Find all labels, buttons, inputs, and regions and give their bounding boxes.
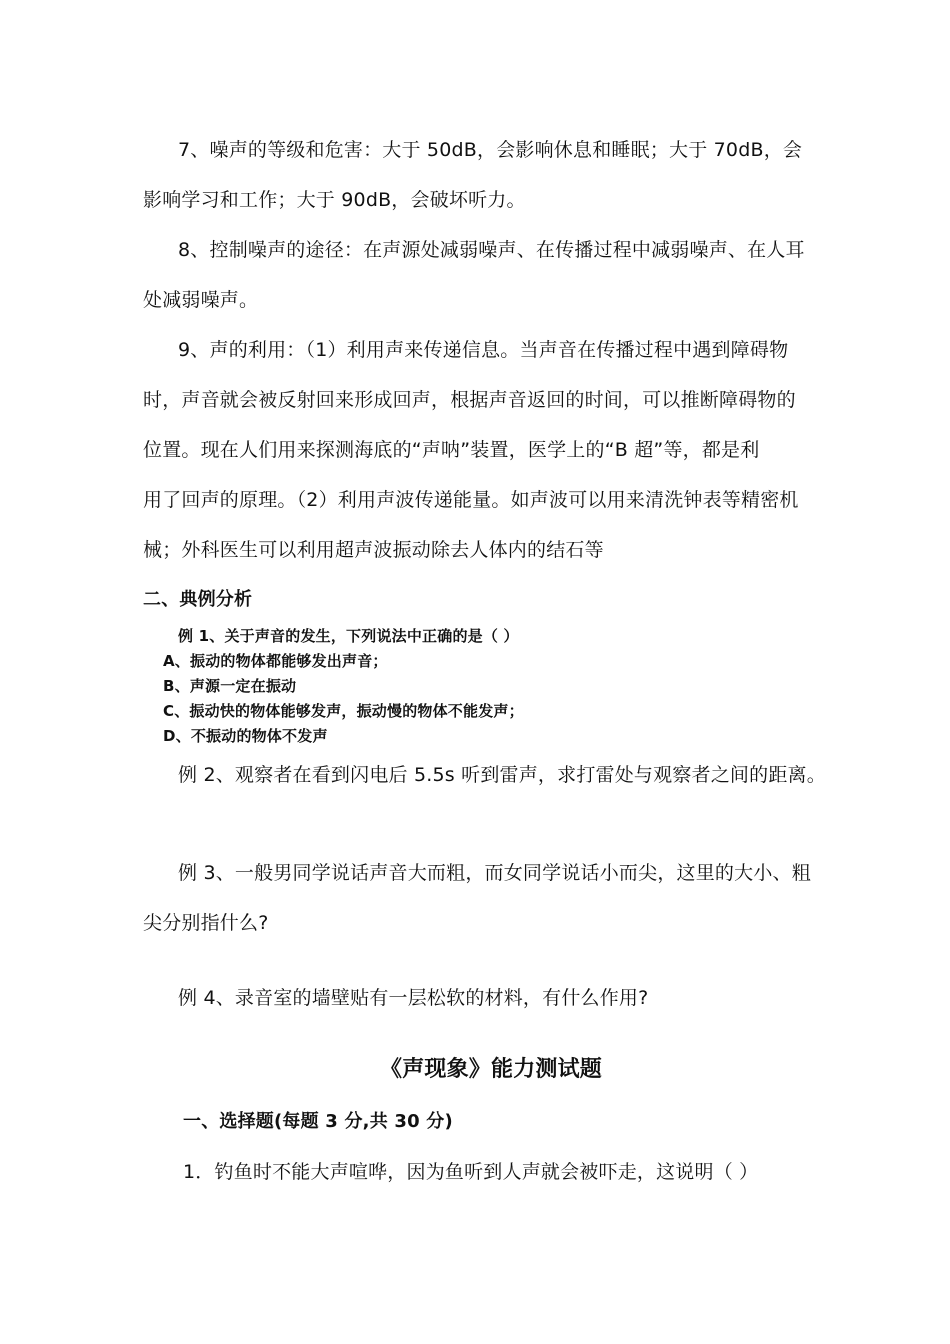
- paragraph-9-line-3: 位置。现在人们用来探测海底的“声呐”装置，医学上的“B 超”等，都是利: [143, 439, 760, 461]
- example-3-line-2: 尖分别指什么?: [143, 912, 269, 934]
- example-4: 例 4、录音室的墙壁贴有一层松软的材料，有什么作用?: [178, 987, 649, 1009]
- question-1: 1．钓鱼时不能大声喧哗，因为鱼听到人声就会被吓走，这说明（ ）: [183, 1161, 759, 1183]
- paragraph-9-line-4: 用了回声的原理。（2）利用声波传递能量。如声波可以用来清洗钟表等精密机: [143, 489, 799, 511]
- section-heading-examples: 二、典例分析: [143, 589, 253, 610]
- example-1-question: 例 1、关于声音的发生，下列说法中正确的是（ ）: [178, 627, 519, 645]
- example-1-option-c: C、振动快的物体能够发声，振动慢的物体不能发声；: [163, 702, 524, 720]
- example-2: 例 2、观察者在看到闪电后 5.5s 听到雷声，求打雷处与观察者之间的距离。: [178, 764, 826, 786]
- paragraph-7-line-1: 7、噪声的等级和危害：大于 50dB，会影响休息和睡眠；大于 70dB，会: [178, 139, 803, 161]
- example-1-option-d: D、不振动的物体不发声: [163, 727, 328, 745]
- paragraph-8-line-2: 处减弱噪声。: [143, 289, 259, 311]
- paragraph-8-line-1: 8、控制噪声的途径：在声源处减弱噪声、在传播过程中减弱噪声、在人耳: [178, 239, 805, 261]
- example-1-option-b: B、声源一定在振动: [163, 677, 297, 695]
- test-section-choice: 一、选择题(每题 3 分,共 30 分): [183, 1111, 453, 1132]
- paragraph-9-line-5: 械；外科医生可以利用超声波振动除去人体内的结石等: [143, 539, 604, 561]
- paragraph-7-line-2: 影响学习和工作；大于 90dB，会破坏听力。: [143, 189, 526, 211]
- paragraph-9-line-2: 时，声音就会被反射回来形成回声，根据声音返回的时间，可以推断障碍物的: [143, 389, 796, 411]
- example-3-line-1: 例 3、一般男同学说话声音大而粗，而女同学说话小而尖，这里的大小、粗: [178, 862, 811, 884]
- example-1-option-a: A、振动的物体都能够发出声音；: [163, 652, 388, 670]
- test-title: 《声现象》能力测试题: [380, 1057, 603, 1082]
- paragraph-9-line-1: 9、声的利用：（1）利用声来传递信息。当声音在传播过程中遇到障碍物: [178, 339, 789, 361]
